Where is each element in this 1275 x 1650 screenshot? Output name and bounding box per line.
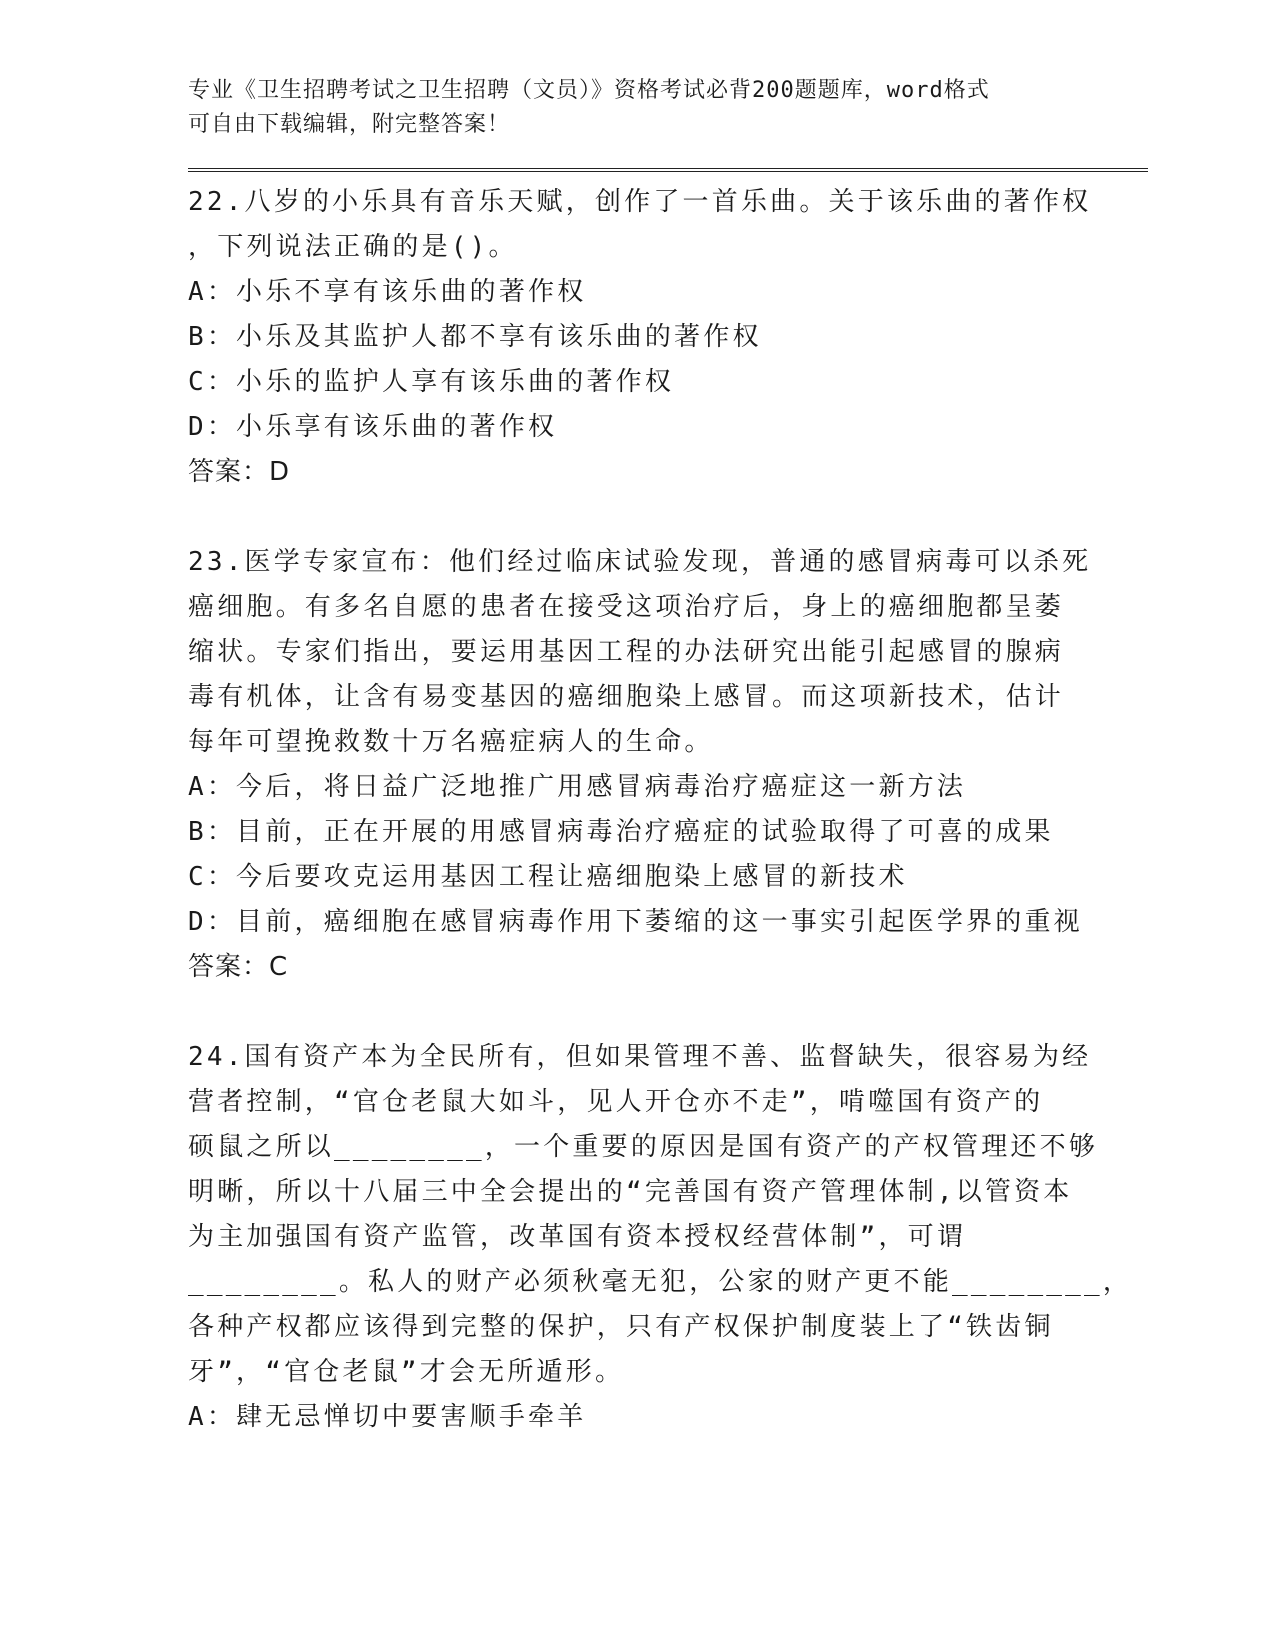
question-stem-line: 22.八岁的小乐具有音乐天赋，创作了一首乐曲。关于该乐曲的著作权 — [188, 187, 1092, 217]
question-stem-line: 营者控制，“官仓老鼠大如斗，见人开仓亦不走”，啃噬国有资产的 — [188, 1087, 1044, 1117]
doc-header-line-1: 专业《卫生招聘考试之卫生招聘（文员）》资格考试必背200题题库，word格式 — [188, 78, 990, 103]
question-stem-line: 每年可望挽救数十万名癌症病人的生命。 — [188, 727, 714, 757]
question-stem-line: 24.国有资产本为全民所有，但如果管理不善、监督缺失，很容易为经 — [188, 1042, 1092, 1072]
question-spacer — [188, 495, 1148, 540]
option-a: A：肆无忌惮切中要害顺手牵羊 — [188, 1402, 587, 1432]
answer-line: 答案：D — [188, 457, 291, 487]
question-22 — [188, 180, 1148, 495]
question-stem-line: 明晰，所以十八届三中全会提出的“完善国有资产管理体制,以管资本 — [188, 1177, 1073, 1207]
question-stem-line: 牙”，“官仓老鼠”才会无所遁形。 — [188, 1357, 625, 1387]
question-24 — [188, 1035, 1148, 1440]
option-c: C：今后要攻克运用基因工程让癌细胞染上感冒的新技术 — [188, 862, 908, 892]
question-stem-line: 为主加强国有资产监管，改革国有资本授权经营体制”，可谓 — [188, 1222, 967, 1252]
question-stem-line: 硕鼠之所以________，一个重要的原因是国有资产的产权管理还不够 — [188, 1132, 1099, 1162]
header-divider — [188, 168, 1148, 172]
question-stem-line: ，下列说法正确的是()。 — [188, 232, 518, 262]
answer-line: 答案：C — [188, 952, 289, 982]
document-page — [188, 74, 1148, 1440]
option-a: A：小乐不享有该乐曲的著作权 — [188, 277, 587, 307]
question-stem-line: 缩状。专家们指出，要运用基因工程的办法研究出能引起感冒的腺病 — [188, 637, 1065, 667]
question-stem-line: 毒有机体，让含有易变基因的癌细胞染上感冒。而这项新技术，估计 — [188, 682, 1065, 712]
option-b: B：小乐及其监护人都不享有该乐曲的著作权 — [188, 322, 762, 352]
option-d: D：目前，癌细胞在感冒病毒作用下萎缩的这一事实引起医学界的重视 — [188, 907, 1083, 937]
doc-header-line-2: 可自由下载编辑，附完整答案！ — [188, 112, 511, 137]
option-a: A：今后，将日益广泛地推广用感冒病毒治疗癌症这一新方法 — [188, 772, 967, 802]
option-c: C：小乐的监护人享有该乐曲的著作权 — [188, 367, 675, 397]
question-spacer — [188, 990, 1148, 1035]
question-stem-line: ________。私人的财产必须秋毫无犯，公家的财产更不能________， — [188, 1267, 1133, 1297]
question-stem-line: 各种产权都应该得到完整的保护，只有产权保护制度装上了“铁齿铜 — [188, 1312, 1054, 1342]
question-stem-line: 23.医学专家宣布：他们经过临床试验发现，普通的感冒病毒可以杀死 — [188, 547, 1092, 577]
question-stem-line: 癌细胞。有多名自愿的患者在接受这项治疗后，身上的癌细胞都呈萎 — [188, 592, 1065, 622]
option-d: D：小乐享有该乐曲的著作权 — [188, 412, 558, 442]
option-b: B：目前，正在开展的用感冒病毒治疗癌症的试验取得了可喜的成果 — [188, 817, 1054, 847]
question-23 — [188, 540, 1148, 990]
